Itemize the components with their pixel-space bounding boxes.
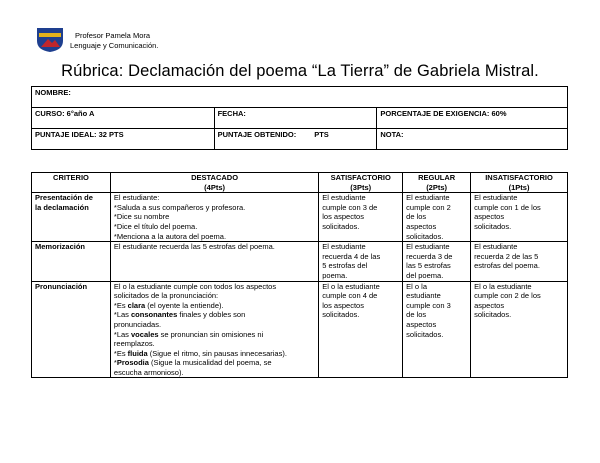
memorizacion-satisfactorio: El estudiante recuerda 4 de las 5 estrofas del poema.: [319, 242, 403, 281]
presentacion-satisfactorio: El estudiante cumple con 3 de los aspectos solicitados.: [319, 193, 403, 242]
teacher-name: Profesor Pamela Mora: [75, 31, 151, 40]
subject-name: Lenguaje y Comunicación.: [70, 41, 159, 50]
puntaje-obtenido-field: [214, 129, 377, 150]
header-satisfactorio: SATISFACTORIO (3Pts): [319, 173, 403, 193]
rubric-header-row: [32, 173, 568, 193]
curso-field: CURSO: 6°año A: [32, 108, 215, 129]
student-info-table: [31, 86, 568, 150]
header-block: [70, 31, 158, 51]
presentacion-destacado: El estudiante: *Saluda a sus compañeros y profesora. *Dice su nombre *Dice el título del poema. *Menciona a la autora del poema.: [110, 193, 318, 242]
header-insatisfactorio: INSATISFACTORIO (1Pts): [471, 173, 568, 193]
rubric-table: [31, 172, 568, 378]
crest-shield: [37, 28, 63, 52]
criterio-memorizacion: Memorización: [32, 242, 111, 281]
table-row: [32, 242, 568, 281]
header-regular: REGULAR (2Pts): [403, 173, 471, 193]
pronunciacion-insatisfactorio: El o la estudiante cumple con 2 de los aspectos solicitados.: [471, 281, 568, 378]
nombre-field: NOMBRE:: [32, 87, 568, 108]
puntaje-ideal-field: PUNTAJE IDEAL: 32 PTS: [32, 129, 215, 150]
presentacion-regular: El estudiante cumple con 2 de los aspectos solicitados.: [403, 193, 471, 242]
header-criterio: CRITERIO: [32, 173, 111, 193]
criterio-presentacion: Presentación de la declamación: [32, 193, 111, 242]
puntaje-obtenido-label: PUNTAJE OBTENIDO:: [217, 130, 297, 139]
porcentaje-field: PORCENTAJE DE EXIGENCIA: 60%: [377, 108, 568, 129]
table-row: [32, 193, 568, 242]
crest-band: [39, 33, 61, 37]
school-crest-logo: [36, 27, 64, 53]
memorizacion-insatisfactorio: El estudiante recuerda 2 de las 5 estrofas del poema.: [471, 242, 568, 281]
memorizacion-regular: El estudiante recuerda 3 de las 5 estrofas del poema.: [403, 242, 471, 281]
fecha-field: FECHA:: [214, 108, 377, 129]
pronunciacion-regular: El o la estudiante cumple con 3 de los aspectos solicitados.: [403, 281, 471, 378]
nota-field: NOTA:: [377, 129, 568, 150]
presentacion-insatisfactorio: El estudiante cumple con 1 de los aspectos solicitados.: [471, 193, 568, 242]
table-row: [32, 281, 568, 378]
header-destacado: DESTACADO (4Pts): [110, 173, 318, 193]
pts-label: PTS: [314, 130, 329, 139]
pronunciacion-destacado: El o la estudiante cumple con todos los aspectos solicitados de la pronunciación: *Es clara (el oyente la entiende). *Las consonantes finales y dobles son pronunciadas. *Las vocales se pronuncian sin omisiones ni reemplazos. *Es fluida (Sigue el ritmo, sin pausas innecesarias). *Prosodia (Sigue la musicalidad del poema, se escucha armonioso).: [110, 281, 318, 378]
page-title: Rúbrica: Declamación del poema “La Tierra” de Gabriela Mistral.: [61, 62, 539, 80]
memorizacion-destacado: El estudiante recuerda las 5 estrofas del poema.: [110, 242, 318, 281]
pronunciacion-satisfactorio: El o la estudiante cumple con 4 de los aspectos solicitados.: [319, 281, 403, 378]
criterio-pronunciacion: Pronunciación: [32, 281, 111, 378]
